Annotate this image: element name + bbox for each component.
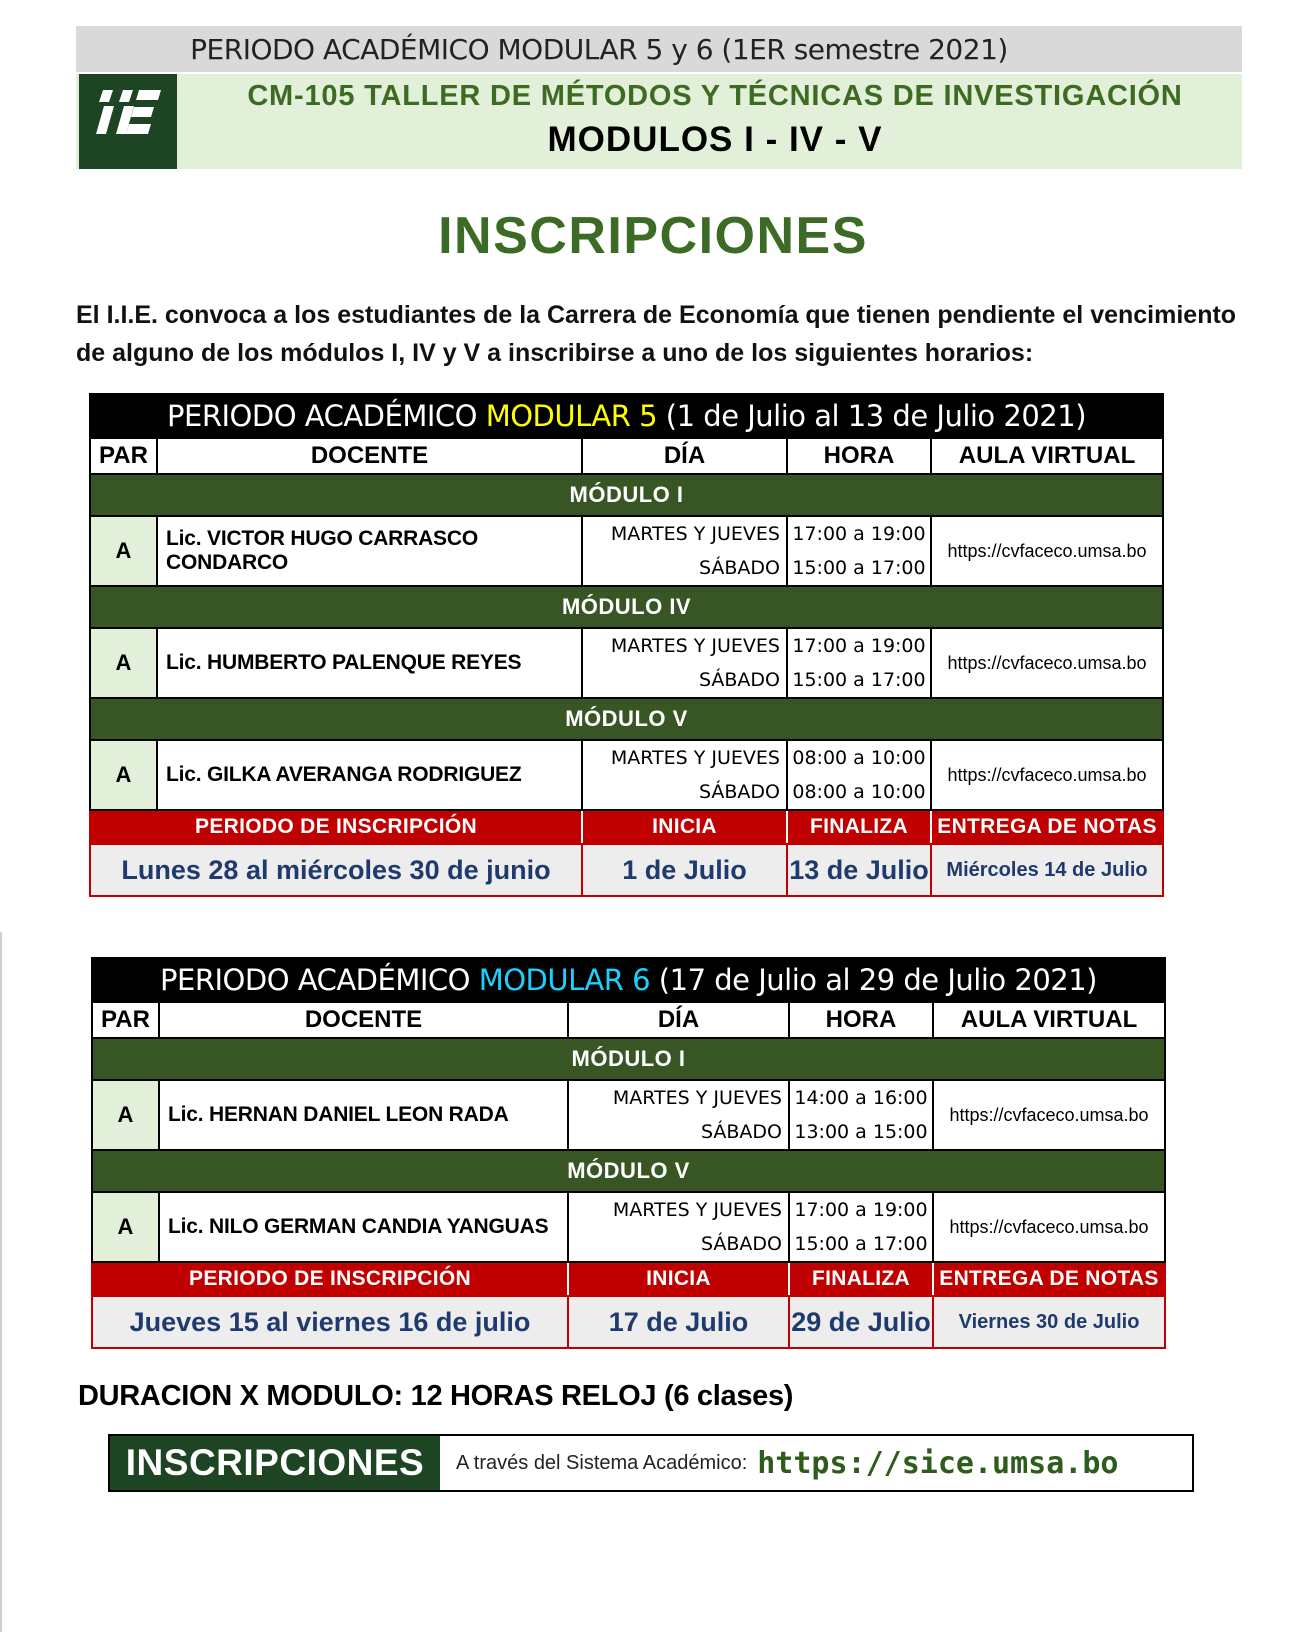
dia-line: MARTES Y JUEVES [610,523,780,545]
dia-cell [582,516,787,586]
insc-end-value: 29 de Julio [789,1296,933,1348]
insc-grades-value: Viernes 30 de Julio [933,1296,1165,1348]
dia-line: SÁBADO [698,781,780,803]
hora-line: 17:00 a 19:00 [792,523,926,545]
table-row [90,516,1163,586]
table-caption [92,958,1165,1002]
col-par: PAR [92,1002,159,1038]
insc-period-value: Lunes 28 al miércoles 30 de junio [90,844,582,896]
col-hora: HORA [787,438,931,474]
hora-line: 15:00 a 17:00 [792,669,926,691]
page-edge-line [0,932,2,1632]
inscription-values-row [92,1296,1165,1348]
iie-logo-icon [79,74,177,169]
hora-line: 13:00 a 15:00 [794,1121,928,1143]
hora-cell [789,1080,933,1150]
docente-cell: Lic. HERNAN DANIEL LEON RADA [159,1080,568,1150]
insc-end-value: 13 de Julio [787,844,931,896]
sice-link[interactable]: https://sice.umsa.bo [757,1445,1119,1481]
dia-line: MARTES Y JUEVES [610,635,780,657]
col-hora: HORA [789,1002,933,1038]
par-cell: A [90,628,157,698]
dia-line: SÁBADO [698,669,780,691]
footer-text: A través del Sistema Académico: [456,1451,748,1474]
module-name: MÓDULO I [92,1038,1165,1080]
insc-start-value: 17 de Julio [568,1296,789,1348]
dia-line: SÁBADO [700,1121,782,1143]
col-dia: DÍA [568,1002,789,1038]
docente-cell: Lic. VICTOR HUGO CARRASCO CONDARCO [157,516,582,586]
module-name: MÓDULO I [90,474,1163,516]
dia-line: SÁBADO [698,557,780,579]
insc-period-label: PERIODO DE INSCRIPCIÓN [92,1262,568,1296]
par-cell: A [90,516,157,586]
table-row [92,1080,1165,1150]
table-row [92,1192,1165,1262]
par-cell: A [92,1080,159,1150]
module-name: MÓDULO IV [90,586,1163,628]
insc-start-label: INICIA [568,1262,789,1296]
insc-start-value: 1 de Julio [582,844,787,896]
col-par: PAR [90,438,157,474]
footer-text-container [440,1436,1118,1490]
hora-cell [789,1192,933,1262]
hora-line: 14:00 a 16:00 [794,1087,928,1109]
dia-line: MARTES Y JUEVES [610,747,780,769]
module-header-row [90,698,1163,740]
inscription-header-row [92,1262,1165,1296]
hora-cell [787,628,931,698]
aula-link[interactable]: https://cvfaceco.umsa.bo [933,1080,1165,1150]
caption-prefix: PERIODO ACADÉMICO [160,963,479,997]
footer-label: INSCRIPCIONES [110,1436,440,1490]
course-title: CM-105 TALLER DE MÉTODOS Y TÉCNICAS DE INVESTIGACIÓN [247,80,1183,112]
inscription-values-row [90,844,1163,896]
par-cell: A [90,740,157,810]
hora-cell [787,740,931,810]
insc-start-label: INICIA [582,810,787,844]
intro-paragraph: El I.I.E. convoca a los estudiantes de la Carrera de Economía que tienen pendiente el vencimiento de alguno de los módulos I, IV y V a inscribirse a uno de los siguientes horarios: [76,301,1237,367]
col-docente: DOCENTE [159,1002,568,1038]
table-caption [90,394,1163,438]
module-name: MÓDULO V [92,1150,1165,1192]
table-row [90,628,1163,698]
hora-line: 17:00 a 19:00 [794,1199,928,1221]
hora-line: 15:00 a 17:00 [792,557,926,579]
hora-cell [787,516,931,586]
schedule-table-period-6 [91,957,1166,1349]
module-name: MÓDULO V [90,698,1163,740]
table-row [90,740,1163,810]
aula-link[interactable]: https://cvfaceco.umsa.bo [933,1192,1165,1262]
dia-line: MARTES Y JUEVES [612,1199,782,1221]
docente-cell: Lic. GILKA AVERANGA RODRIGUEZ [157,740,582,810]
column-headers [92,1002,1165,1038]
column-headers [90,438,1163,474]
dia-line: SÁBADO [700,1233,782,1255]
modules-line: MODULOS I - IV - V [547,120,883,159]
docente-cell: Lic. NILO GERMAN CANDIA YANGUAS [159,1192,568,1262]
period-line: PERIODO ACADÉMICO MODULAR 5 y 6 (1ER semestre 2021) [190,32,1008,66]
caption-suffix: (1 de Julio al 13 de Julio 2021) [657,399,1087,433]
dia-cell [582,740,787,810]
footer-registration-box [108,1434,1194,1492]
duration-note: DURACION X MODULO: 12 HORAS RELOJ (6 clases) [78,1380,794,1412]
col-docente: DOCENTE [157,438,582,474]
aula-link[interactable]: https://cvfaceco.umsa.bo [931,516,1163,586]
insc-grades-value: Miércoles 14 de Julio [931,844,1163,896]
insc-period-label: PERIODO DE INSCRIPCIÓN [90,810,582,844]
caption-highlight: MODULAR 5 [485,399,658,433]
aula-link[interactable]: https://cvfaceco.umsa.bo [931,628,1163,698]
module-header-row [92,1150,1165,1192]
hora-line: 08:00 a 10:00 [792,747,926,769]
module-header-row [90,586,1163,628]
insc-grades-label: ENTREGA DE NOTAS [931,810,1163,844]
aula-link[interactable]: https://cvfaceco.umsa.bo [931,740,1163,810]
dia-cell [582,628,787,698]
inscription-header-row [90,810,1163,844]
caption-highlight: MODULAR 6 [478,963,651,997]
dia-line: MARTES Y JUEVES [612,1087,782,1109]
page-title: INSCRIPCIONES [438,207,868,265]
dia-cell [568,1080,789,1150]
module-header-row [90,474,1163,516]
hora-line: 08:00 a 10:00 [792,781,926,803]
insc-end-label: FINALIZA [789,1262,933,1296]
schedule-table-period-5 [89,393,1164,897]
module-header-row [92,1038,1165,1080]
col-aula: AULA VIRTUAL [933,1002,1165,1038]
period-banner [76,26,1242,72]
docente-cell: Lic. HUMBERTO PALENQUE REYES [157,628,582,698]
hora-line: 17:00 a 19:00 [792,635,926,657]
par-cell: A [92,1192,159,1262]
insc-period-value: Jueves 15 al viernes 16 de julio [92,1296,568,1348]
insc-grades-label: ENTREGA DE NOTAS [933,1262,1165,1296]
dia-cell [568,1192,789,1262]
insc-end-label: FINALIZA [787,810,931,844]
caption-suffix: (17 de Julio al 29 de Julio 2021) [650,963,1097,997]
hora-line: 15:00 a 17:00 [794,1233,928,1255]
col-aula: AULA VIRTUAL [931,438,1163,474]
col-dia: DÍA [582,438,787,474]
caption-prefix: PERIODO ACADÉMICO [167,399,486,433]
